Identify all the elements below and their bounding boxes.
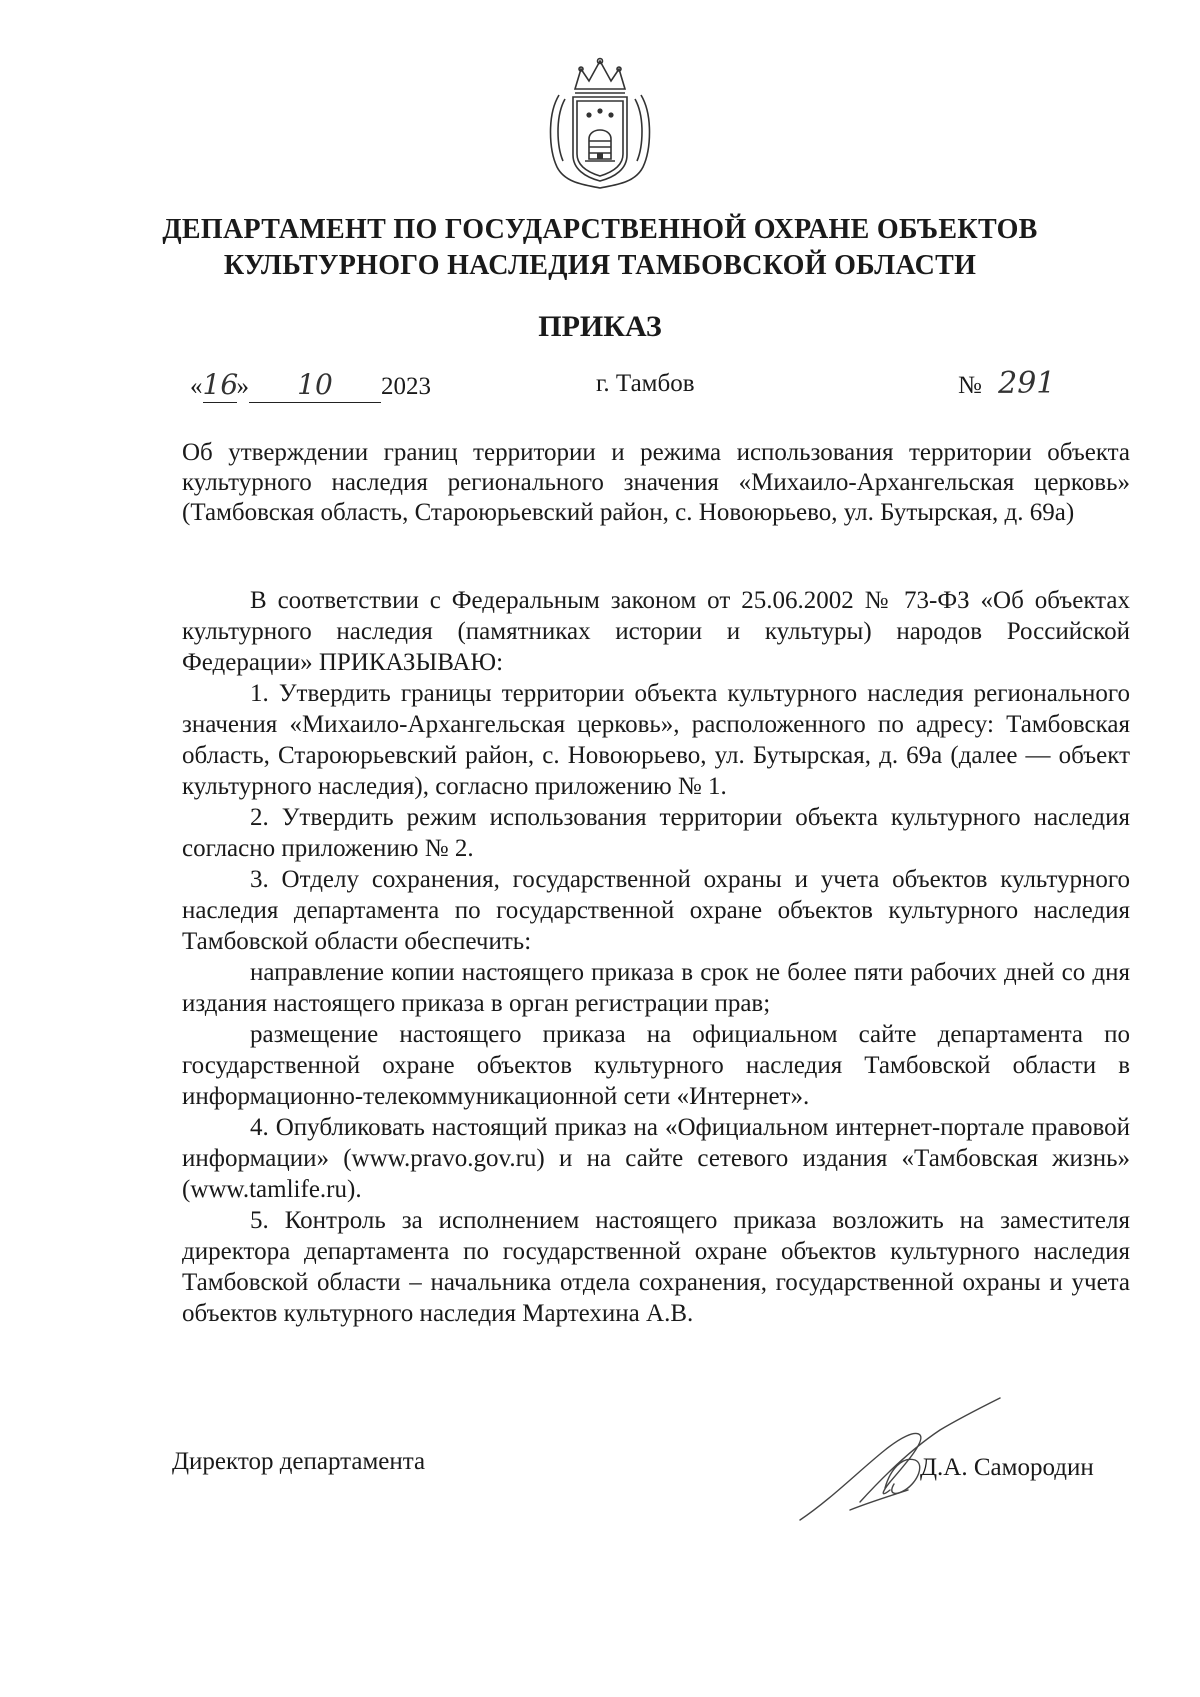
paragraph-item-4: 4. Опубликовать настоящий приказ на «Официальном интернет-портале правовой информации» (www.pravo.gov.ru) и на сайте сетевого издания «Тамбовская жизнь» (www.tamlife.ru).: [182, 1114, 1130, 1203]
paragraph-preamble: В соответствии с Федеральным законом от 25.06.2002 № 73-ФЗ «Об объектах культурного наследия (памятниках истории и культуры) народов Российской Федерации» ПРИКАЗЫВАЮ:: [182, 587, 1130, 676]
date-day-underline: [203, 370, 237, 403]
paragraph-item-2: 2. Утвердить режим использования территории объекта культурного наследия согласно приложению № 2.: [182, 804, 1130, 862]
document-type-title: ПРИКАЗ: [538, 310, 662, 343]
department-line-2: КУЛЬТУРНОГО НАСЛЕДИЯ ТАМБОВСКОЙ ОБЛАСТИ: [223, 250, 977, 281]
paragraph-item-3-sub-2: размещение настоящего приказа на официальном сайте департамента по государственной охране объектов культурного наследия Тамбовской области в информационно-телекоммуникационной сети «Интернет».: [182, 1021, 1130, 1110]
date-month-handwritten: 10: [297, 368, 333, 401]
date-quote-open: «: [190, 373, 203, 400]
paragraph-item-5: 5. Контроль за исполнением настоящего приказа возложить на заместителя директора департамента по государственной охране объектов культурного наследия Тамбовской области – начальника отдела сохранения, государственной охраны и учета объектов культурного наследия Мартехина А.В.: [182, 1207, 1130, 1327]
department-line-1: ДЕПАРТАМЕНТ ПО ГОСУДАРСТВЕННОЙ ОХРАНЕ ОБЪЕКТОВ: [162, 214, 1038, 245]
order-body: [182, 585, 1130, 1329]
paragraph-item-1: 1. Утвердить границы территории объекта культурного наследия регионального значения «Михаило-Архангельская церковь», расположенного по адресу: Тамбовская область, Староюрьевский район, с. Новоюрьево, ул. Бутырская, д. 69а (далее — объект культурного наследия), согласно приложению № 1.: [182, 680, 1130, 800]
paragraph-item-3-sub-1: направление копии настоящего приказа в срок не более пяти рабочих дней со дня издания настоящего приказа в орган регистрации прав;: [182, 959, 1130, 1017]
coat-of-arms-emblem: [545, 55, 655, 190]
order-number: [958, 366, 1055, 401]
number-sign: №: [958, 372, 982, 399]
order-number-handwritten: 291: [998, 366, 1056, 401]
signature-role: Директор департамента: [172, 1448, 426, 1475]
order-city: г. Тамбов: [596, 370, 695, 397]
department-name: [0, 212, 1200, 284]
date-year: 2023: [381, 373, 431, 400]
signature-name: Д.А. Самородин: [920, 1454, 1094, 1481]
date-day-handwritten: 16: [202, 368, 239, 401]
paragraph-item-3: 3. Отделу сохранения, государственной охраны и учета объектов культурного наследия департамента по государственной охране объектов культурного наследия Тамбовской области обеспечить:: [182, 866, 1130, 955]
order-date: [190, 370, 431, 403]
order-subject: Об утверждении границ территории и режима использования территории объекта культурного наследия регионального значения «Михаило-Архангельская церковь» (Тамбовская область, Староюрьевский район, с. Новоюрьево, ул. Бутырская, д. 69а): [182, 439, 1130, 526]
date-month-underline: [249, 370, 381, 403]
date-quote-close: »: [236, 373, 249, 400]
